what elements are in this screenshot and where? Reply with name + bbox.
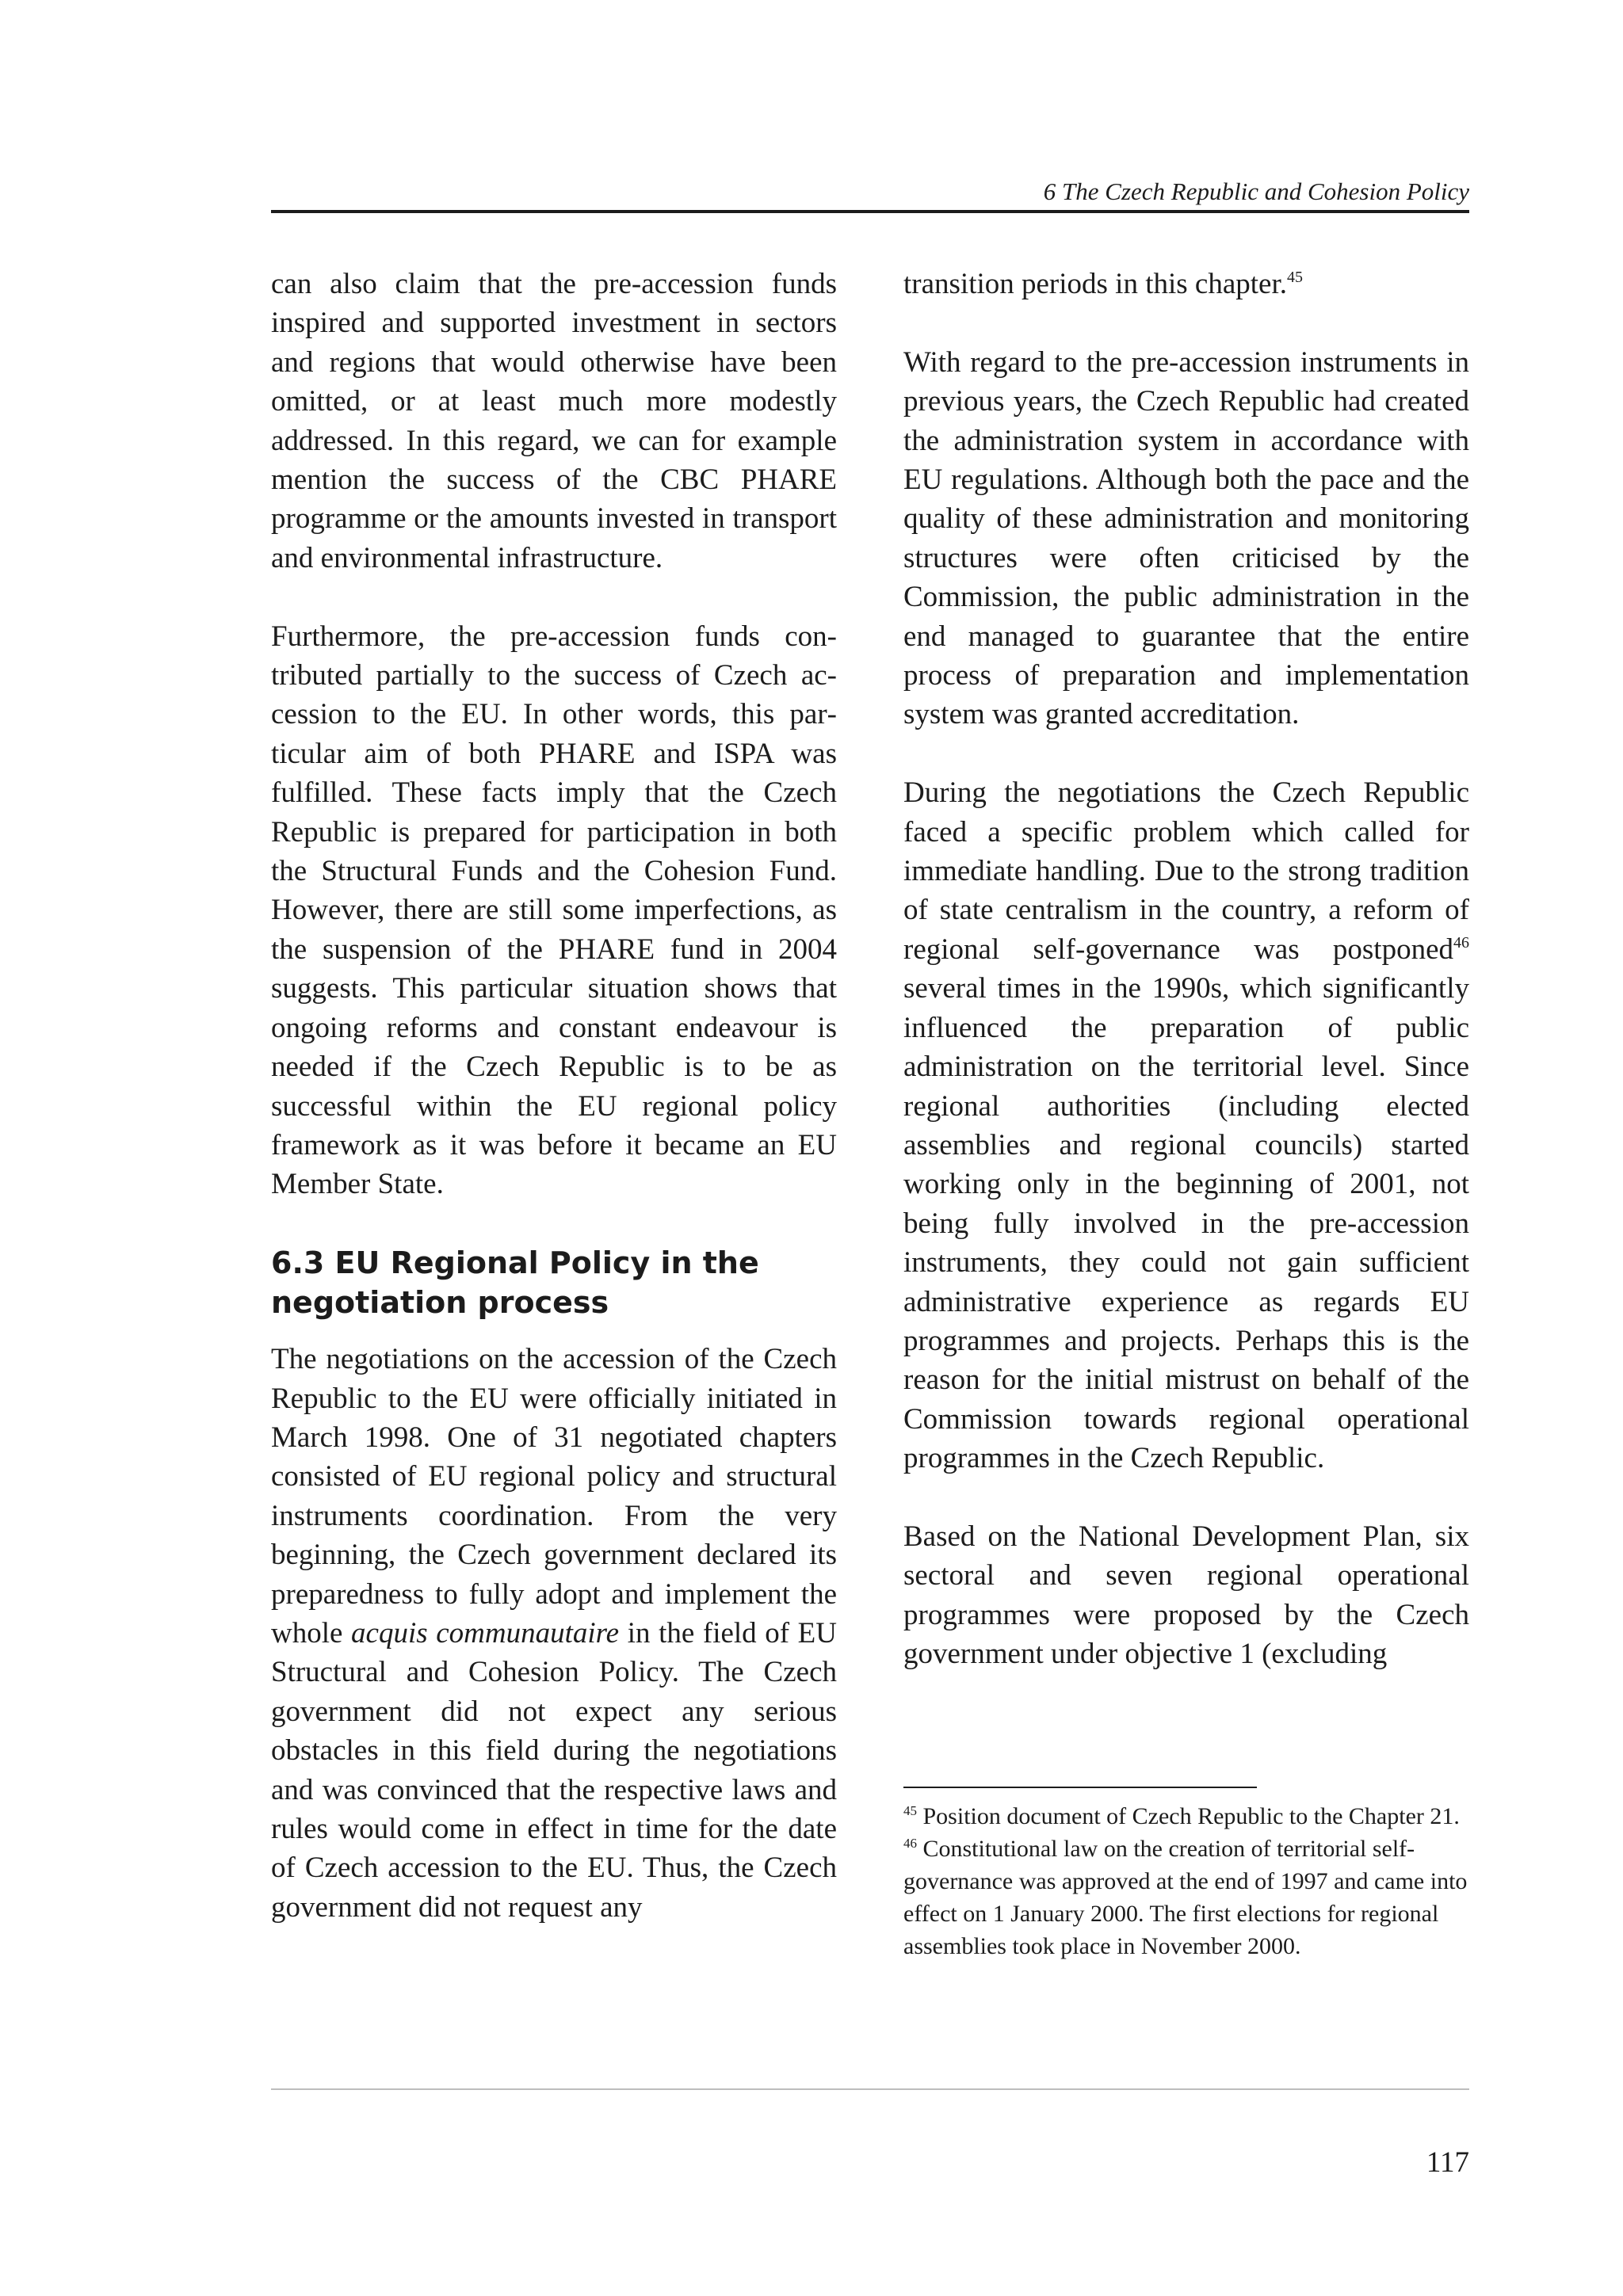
footer-rule	[271, 2088, 1469, 2090]
footnote-number: 46	[903, 1836, 917, 1851]
right-paragraph-4: Based on the National Development Plan, six sectoral and seven regional operational programmes were proposed by the Czech government under objective 1 (excluding	[903, 1520, 1469, 1671]
footnotes	[903, 1800, 1469, 1962]
left-paragraph-1: can also claim that the pre-accession funds inspired and supported investment in sectors and regions that would otherwise have been omitted, or at least much more modestly addressed. In this regard, we can for example mention the success of the CBC PHARE programme or the amounts invested in transport and environmental infrastructure.	[271, 268, 837, 574]
page-number: 117	[1426, 2146, 1469, 2179]
right-paragraph-3	[903, 773, 1469, 1478]
footnote-number: 45	[903, 1803, 917, 1818]
footnote-reference-45: 45	[1287, 269, 1303, 286]
left-paragraph-3-end: in the field of EU Structural and Cohesion Policy. The Czech government did not expect any serious obstacles in this field during the negotiations and was convinced that the respective laws and rules would come in effect in time for the date of Czech accession to the EU. Thus, the Czech government did not request any	[271, 1616, 837, 1924]
left-paragraph-3	[271, 1340, 837, 1927]
left-paragraph-3-start: The negotiations on the accession of the Czech Republic to the EU were officially initiated in March 1998. One of 31 negotiated chapters consisted of EU regional policy and structural instruments coordination. From the very beginning, the Czech government declared its preparedness to fully adopt and implement the whole	[271, 1343, 837, 1650]
footnote-46	[903, 1833, 1469, 1962]
running-header-title: 6 The Czech Republic and Cohesion Policy	[1043, 177, 1469, 205]
left-paragraph-2: Furthermore, the pre-accession funds contributed partially to the success of Czech accession to the EU. In other words, this particular aim of both PHARE and ISPA was fulfilled. These facts imply that the Czech Republic is prepared for participation in both the Structural Funds and the Cohesion Fund. However, there are still some imperfections, as the suspension of the PHARE fund in 2004 suggests. This particular situation shows that ongoing reforms and constant endeavour is needed if the Czech Republic is to be as successful within the EU regional policy framework as it was before it became an EU Member State.	[271, 620, 837, 1201]
right-column	[903, 265, 1469, 1674]
left-column	[271, 265, 837, 1927]
right-paragraph-1-text: transition periods in this chapter.	[903, 268, 1287, 300]
header-rule	[271, 210, 1469, 213]
footnote-text: Constitutional law on the creation of territorial self-governance was approved at the end of 1997 and came into effect on 1 January 2000. The first elections for regional assemblies took place in November 2000.	[903, 1836, 1468, 1959]
right-paragraph-1	[903, 265, 1469, 303]
acquis-italic-term: acquis communautaire	[351, 1616, 620, 1650]
footnote-text: Position document of Czech Republic to the Chapter 21.	[922, 1803, 1460, 1829]
right-paragraph-3-end: several times in the 1990s, which significantly influenced the preparation of public administration on the territorial level. Since regional authorities (including elected assemblies and regional councils) started working only in the beginning of 2001, not being fully involved in the pre-accession instruments, they could not gain sufficient administrative experience as regards EU programmes and projects. Perhaps this is the reason for the initial mistrust on behalf of the Commission towards regional operational programmes in the Czech Republic.	[903, 972, 1469, 1475]
footnote-45	[903, 1800, 1469, 1833]
footnote-rule	[903, 1787, 1257, 1788]
section-heading: 6.3 EU Regional Policy in the negotiation process	[271, 1245, 759, 1321]
right-paragraph-3-start: During the negotiations the Czech Republic faced a specific problem which called for immediate handling. Due to the strong tradition of state centralism in the country, a reform of regional self-governance was postponed	[903, 776, 1469, 966]
right-paragraph-2: With regard to the pre-accession instruments in previous years, the Czech Republic had created the administration system in accordance with EU regulations. Although both the pace and the quality of these administration and monitoring structures were often criticised by the Commission, the public administration in the end managed to guarantee that the entire process of preparation and implementation system was granted accreditation.	[903, 345, 1469, 731]
footnote-reference-46: 46	[1453, 933, 1469, 952]
